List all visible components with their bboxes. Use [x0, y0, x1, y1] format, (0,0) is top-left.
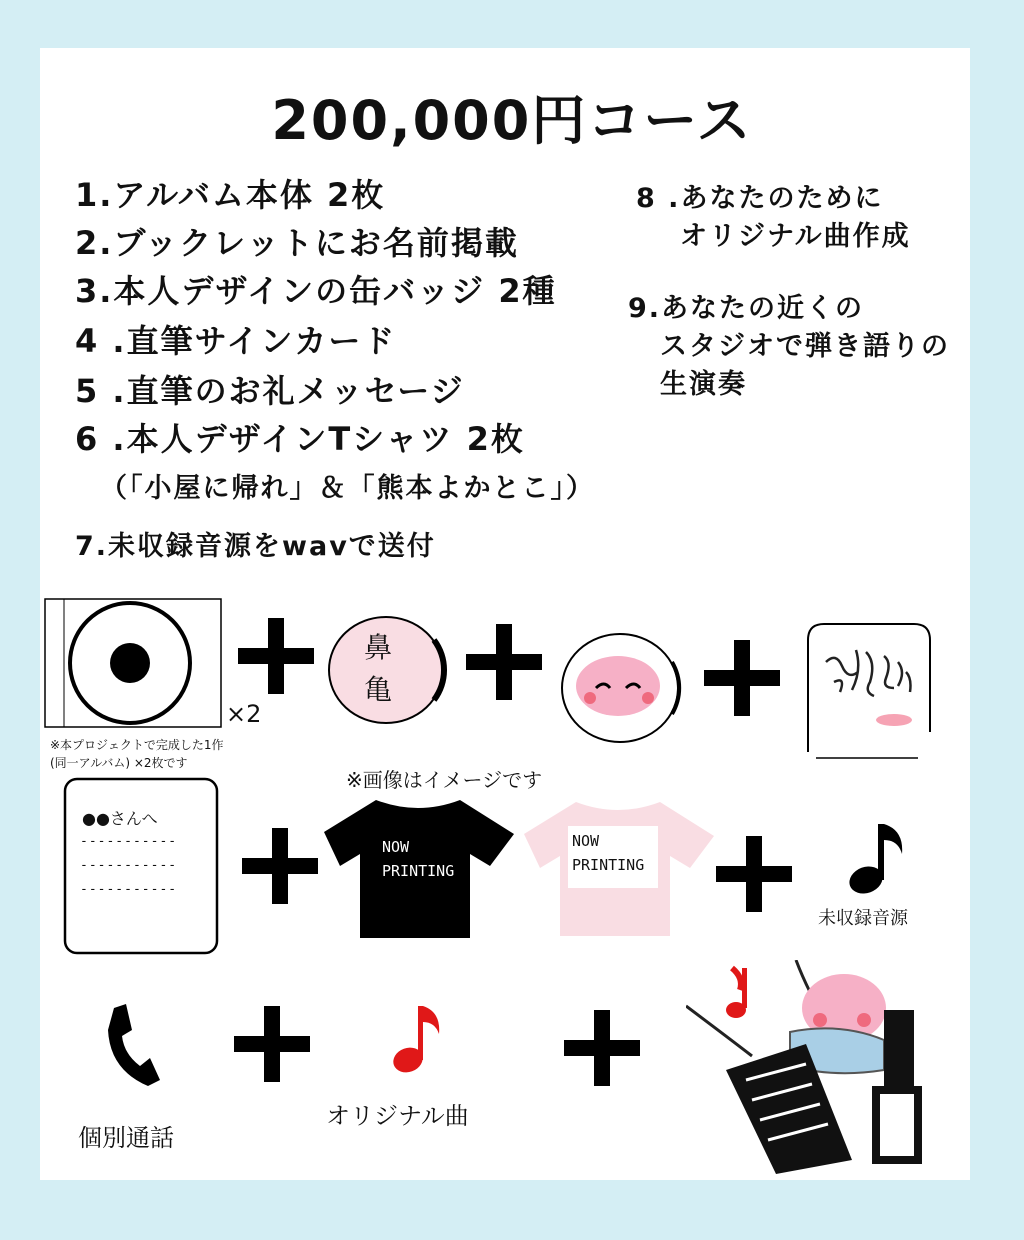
- badge-kanji-bottom: 亀: [364, 673, 393, 706]
- music-note-icon: [846, 818, 912, 898]
- unreleased-label: 未収録音源: [818, 908, 908, 929]
- item-6: 6 .本人デザインTシャツ 2枚: [75, 420, 525, 458]
- plus-icon: [716, 836, 792, 912]
- black-shirt-text-2: PRINTING: [382, 862, 455, 880]
- live-performance-illustration: [686, 960, 936, 1174]
- album-note-1: ※本プロジェクトで完成した1作: [50, 738, 224, 752]
- black-shirt-text-1: NOW: [382, 838, 410, 856]
- badge-kanji-top: 鼻: [364, 631, 393, 664]
- page-title: 200,000円コース: [271, 89, 753, 152]
- times-two-label: ×2: [226, 700, 262, 728]
- card-line: -----------: [80, 858, 178, 873]
- album-cd-icon: [44, 598, 224, 730]
- item-2: 2.ブックレットにお名前掲載: [75, 224, 519, 262]
- item-3: 3.本人デザインの缶バッジ 2種: [75, 272, 557, 310]
- original-label: オリジナル曲: [326, 1102, 469, 1130]
- plus-icon: [466, 624, 542, 700]
- badge-face-icon: [560, 632, 682, 744]
- item-7: 7.未収録音源をwavで送付: [75, 531, 436, 562]
- pink-shirt-text-1: NOW: [572, 832, 600, 850]
- plus-icon: [234, 1006, 310, 1082]
- phone-icon: [100, 1000, 162, 1088]
- card-line: -----------: [80, 834, 178, 849]
- plus-icon: [242, 828, 318, 904]
- item-9-line2: スタジオで弾き語りの: [660, 331, 950, 362]
- item-6-detail: （「小屋に帰れ」＆「熊本よかとこ」）: [100, 473, 595, 504]
- pink-shirt-text-2: PRINTING: [572, 856, 645, 874]
- red-music-note-icon: [390, 1000, 448, 1078]
- card-line: -----------: [80, 882, 178, 897]
- item-4: 4 .直筆サインカード: [75, 322, 397, 360]
- plus-icon: [704, 640, 780, 716]
- item-9-line3: 生演奏: [660, 369, 747, 400]
- item-9: 9.あなたの近くの: [628, 293, 865, 324]
- item-1: 1.アルバム本体 2枚: [75, 176, 386, 214]
- item-8: 8 .あなたのために: [636, 183, 884, 214]
- item-8-line2: オリジナル曲作成: [680, 221, 911, 252]
- card-recipient: ●●さんへ: [82, 809, 158, 828]
- item-5: 5 .直筆のお礼メッセージ: [75, 372, 465, 410]
- plus-icon: [238, 618, 314, 694]
- image-note: ※画像はイメージです: [346, 768, 543, 792]
- plus-icon: [564, 1010, 640, 1086]
- call-label: 個別通話: [78, 1124, 174, 1152]
- album-note-2: (同一アルバム) ×2枚です: [50, 756, 188, 770]
- signature-card-icon: [806, 622, 932, 762]
